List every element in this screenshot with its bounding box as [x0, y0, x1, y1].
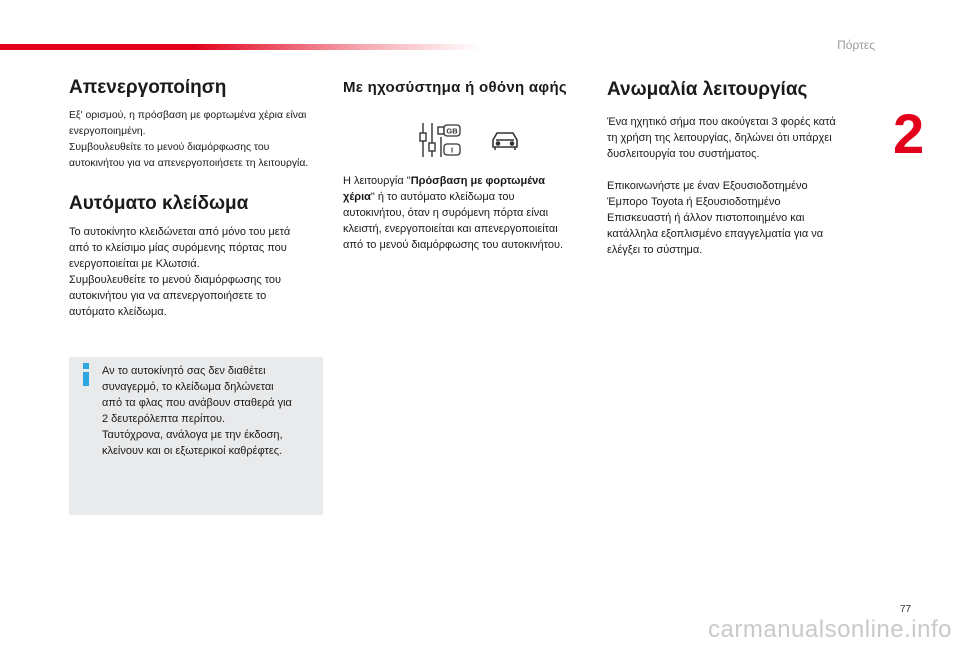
autolock-heading: Αυτόματο κλείδωμα	[69, 193, 249, 214]
column-right	[607, 78, 877, 258]
chapter-number: 2	[893, 102, 925, 165]
column-middle	[343, 78, 593, 98]
car-icon	[493, 133, 517, 150]
info-text: Αν το αυτοκίνητό σας δεν διαθέτει συναγερμό, το κλείδωμα δηλώνεται από τα φλας που ανάβουν σταθερά για 2 δευτερόλεπτα περίπου. Ταυτόχρονα, ανάλογα με την έκδοση, κλείνουν και οι εξωτερικοί καθρέφτες.	[102, 365, 292, 457]
malfunction-text-2: Επικοινωνήστε με έναν Εξουσιοδοτημένο Έμπορο Toyota ή Εξουσιοδοτημένο Επισκευαστή ή άλλον πιστοποιημένο και κατάλληλα εξοπλισμένο επαγγελματία για να ελέγξει το σύστημα.	[607, 180, 824, 256]
deactivation-heading: Απενεργοποίηση	[69, 77, 227, 98]
audio-touchscreen-heading: Με ηχοσύστημα ή οθόνη αφής	[343, 79, 568, 96]
page-number: 77	[900, 604, 912, 615]
autolock-text: Το αυτοκίνητο κλειδώνεται από μόνο του μετά από το κλείσιμο μίας συρόμενης πόρτας που ενεργοποιείται με Κλωτσιά. Συμβουλευθείτε το μενού διαμόρφωσης του αυτοκινήτου για να απενεργοποιήσετε το αυτόματο κλείδωμα.	[69, 226, 291, 318]
info-icon	[79, 363, 93, 385]
deactivation-text: Εξ' ορισμού, η πρόσβαση με φορτωμένα χέρια είναι ενεργοποιημένη. Συμβουλευθείτε το μενού διαμόρφωσης του αυτοκινήτου για να απενεργοποιήσετε τη λειτουργία.	[69, 110, 309, 169]
column-left	[69, 76, 334, 320]
info-box	[69, 357, 323, 515]
header-accent-bar	[0, 44, 480, 50]
malfunction-text-1: Ένα ηχητικό σήμα που ακούγεται 3 φορές κατά τη χρήση της λειτουργίας, δηλώνει ότι υπάρχει δυσλειτουργία του συστήματος.	[607, 116, 836, 160]
settings-sliders-icon	[418, 121, 528, 161]
menu-icons	[418, 121, 528, 161]
watermark: carmanualsonline.info	[708, 616, 952, 643]
section-title: Πόρτες	[837, 38, 875, 52]
malfunction-heading: Ανωμαλία λειτουργίας	[607, 79, 808, 100]
audio-touchscreen-text: Η λειτουργία "Πρόσβαση με φορτωμένα χέρια" ή το αυτόματο κλείδωμα του αυτοκινήτου, όταν η συρόμενη πόρτα είναι κλειστή, ενεργοποιείται και απενεργοποιείται από το μενού διαμόρφωσης του αυτοκινήτου.	[343, 175, 564, 251]
badge-gb: GB	[446, 126, 458, 136]
badge-i: I	[450, 145, 454, 155]
